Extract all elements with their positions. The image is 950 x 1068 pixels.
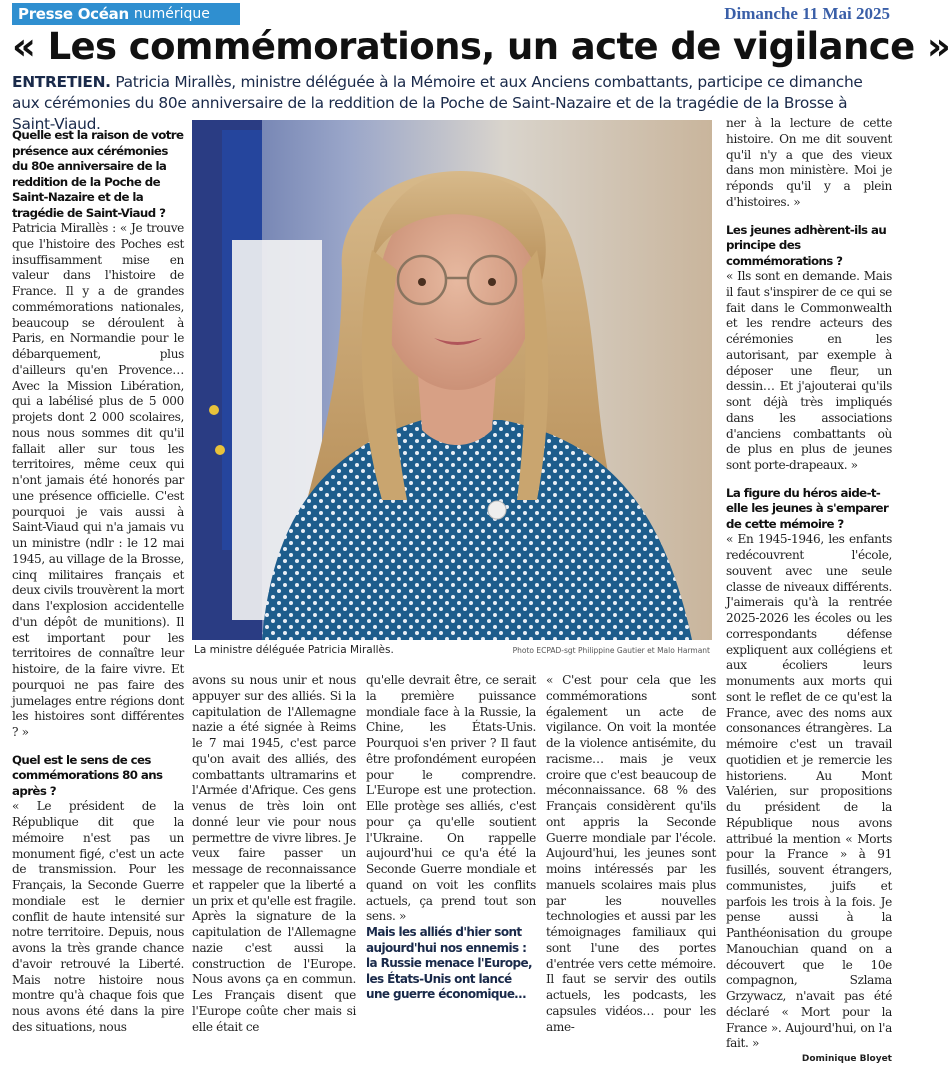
brand-suffix: numérique [133, 6, 210, 22]
interview-answer: « C'est pour cela que les commémorations sont également un acte de vigilance. On voit la montée de la violence antisémite, du racisme… mais je veux croire que c'est beaucoup de méconnaissance. 68 % des Français considèrent qu'ils ont appris la Seconde Guerre mondiale par l'école. Aujourd'hui, les jeunes sont moins intéressés par les manuels scolaires mais plus par les nouvelles technologies et aussi par les témoignages familiaux qui sont l'une des portes d'entrée vers cette mémoire. Il faut se servir des outils actuels, les podcasts, les capsules vidéos… pour les ame- [546, 673, 716, 1034]
photo-caption: La ministre déléguée Patricia Mirallès. [194, 644, 394, 656]
interview-question: Mais les alliés d'hier sont aujourd'hui nos ennemis : la Russie menace l'Europe, les États-Unis ont lancé une guerre économique… [366, 925, 532, 1001]
issue-date: Dimanche 11 Mai 2025 [724, 4, 890, 23]
interview-answer: ner à la lecture de cette histoire. On me dit souvent qu'il n'y a que des vieux dans mon ministère. Moi je réponds qu'il y a plein d'histoires. » [726, 116, 892, 209]
article-column-3 [366, 673, 536, 1003]
masthead-logo [12, 3, 240, 25]
interview-answer: Patricia Mirallès : « Je trouve que l'histoire des Poches est insuffisamment mise en valeur dans l'histoire de France. Il y a de grandes commémorations nationales, beaucoup se déroulent à Paris, en Normandie pour le débarquement, plus d'ailleurs qu'en Provence… Avec la Mission Libération, qui a labélisé plus de 5 000 projets dont 2 000 scolaires, nous nous sommes dit qu'il fallait aller sur tous les territoires, même ceux qui n'ont jamais été honorés par une présence officielle. C'est pourquoi je vais aussi à Saint-Viaud qui n'a jamais vu un ministre (ndlr : le 12 mai 1945, au village de la Brosse, cinq militaires français et deux civils trouvèrent la mort dans l'explosion accidentelle d'un dépôt de munitions). Il est important pour les territoires de connaître leur histoire, de la faire vivre. Et pourquoi ne pas faire des jumelages entre régions dont les histoires sont différentes ? » [12, 221, 184, 739]
interview-answer: « Ils sont en demande. Mais il faut s'inspirer de ce qui se fait dans le Commonwealth et les rendre acteurs des cérémonies en les autorisant, par exemple à déposer une fleur, un dessin… Et j'ajouterai qu'ils sont déjà très impliqués dans les associations d'anciens combattants où de plus en plus de jeunes sont porte-drapeaux. » [726, 269, 892, 472]
minister-portrait-photo [192, 120, 712, 640]
photo-credit: Photo ECPAD-sgt Philippine Gautier et Malo Harmant [512, 645, 710, 655]
interview-answer: « En 1945-1946, les enfants redécouvrent l'école, souvent avec une seule classe de niveaux différents. J'aimerais qu'à la rentrée 2025-2026 les écoles ou les correspondants défense expliquent aux collégiens et aux écoliers leurs monuments aux morts qui sont le reflet de ce qu'est la France, avec des noms aux consonances étrangères. La mémoire c'est un travail quotidien et je remercie les historiens. Au Mont Valérien, sur propositions du président de la République nous avons attribué la mention « Morts pour la France » à 91 fusillés, souvent étrangers, communistes, juifs et parfois les trois à la fois. Je pense aussi à la Panthéonisation du groupe Manouchian quand on a découvert que le 10e compagnon, Szlama Grzywacz, n'avait pas été déclaré « Mort pour la France ». Aujourd'hui, on l'a fait. » [726, 532, 892, 1051]
article-column-1 [12, 128, 184, 1036]
standfirst-text: Patricia Mirallès, ministre déléguée à la Mémoire et aux Anciens combattants, participe ce dimanche aux cérémonies du 80e anniversaire de la reddition de la Poche de Saint-Nazaire et de la tragédie de la Brosse à Saint-Viaud. [12, 73, 863, 133]
brand-name: Presse Océan [18, 5, 129, 23]
interview-question: Quelle est la raison de votre présence aux cérémonies du 80e anniversaire de la reddition de la Poche de Saint-Nazaire et de la tragédie de Saint-Viaud ? [12, 128, 184, 220]
interview-answer: « Le président de la République dit que la mémoire n'est pas un monument figé, c'est un acte de transmission. Pour les Français, la Seconde Guerre mondiale est le dernier conflit de haute intensité sur notre territoire. Depuis, nous avons la très grande chance d'avoir retrouvé la Liberté. Mais notre histoire nous montre qu'à chaque fois que nous avons été dans la pire des situations, nous [12, 799, 184, 1034]
interview-question: La figure du héros aide-t-elle les jeunes à s'emparer de cette mémoire ? [726, 485, 889, 531]
article-column-5 [726, 116, 892, 1068]
standfirst-label: ENTRETIEN. [12, 73, 111, 91]
interview-answer: avons su nous unir et nous appuyer sur des alliés. Si la capitulation de l'Allemagne nazie a été signée à Reims le 7 mai 1945, c'est parce qu'on avait des alliés, des combattants ultramarins et l'Armée d'Afrique. Ces gens venus de très loin ont donné leur vie pour nous permettre de vivre libres. Je veux faire passer un message de reconnaissance et rappeler que la liberté a un prix et qu'elle est fragile. Après la signature de la capitulation de l'Allemagne nazie c'est aussi la construction de l'Europe. Nous avons ça en commun. Les Français disent que l'Europe coûte cher mais si elle était ce [192, 673, 356, 1034]
article-column-4 [546, 673, 716, 1035]
photo-caption-bar [194, 642, 710, 658]
interview-answer: qu'elle devrait être, ce serait la première puissance mondiale face à la Russie, la Chine, les États-Unis. Pourquoi s'en priver ? Il faut être profondément européen pour le comprendre. L'Europe est une protection. Elle protège ses alliés, c'est pour ça qu'elle soutient l'Ukraine. On rappelle aujourd'hui ce qu'a été la Seconde Guerre mondiale et quand on voit les conflits actuels, ça prend tout son sens. » [366, 673, 536, 924]
author-signature: Dominique Bloyet [801, 1054, 892, 1064]
article-headline: « Les commémorations, un acte de vigilance » [12, 25, 950, 68]
interview-question: Les jeunes adhèrent-ils au principe des commémorations ? [726, 222, 887, 268]
interview-question: Quel est le sens de ces commémorations 80 ans après ? [12, 752, 163, 798]
article-column-2 [192, 673, 356, 1035]
